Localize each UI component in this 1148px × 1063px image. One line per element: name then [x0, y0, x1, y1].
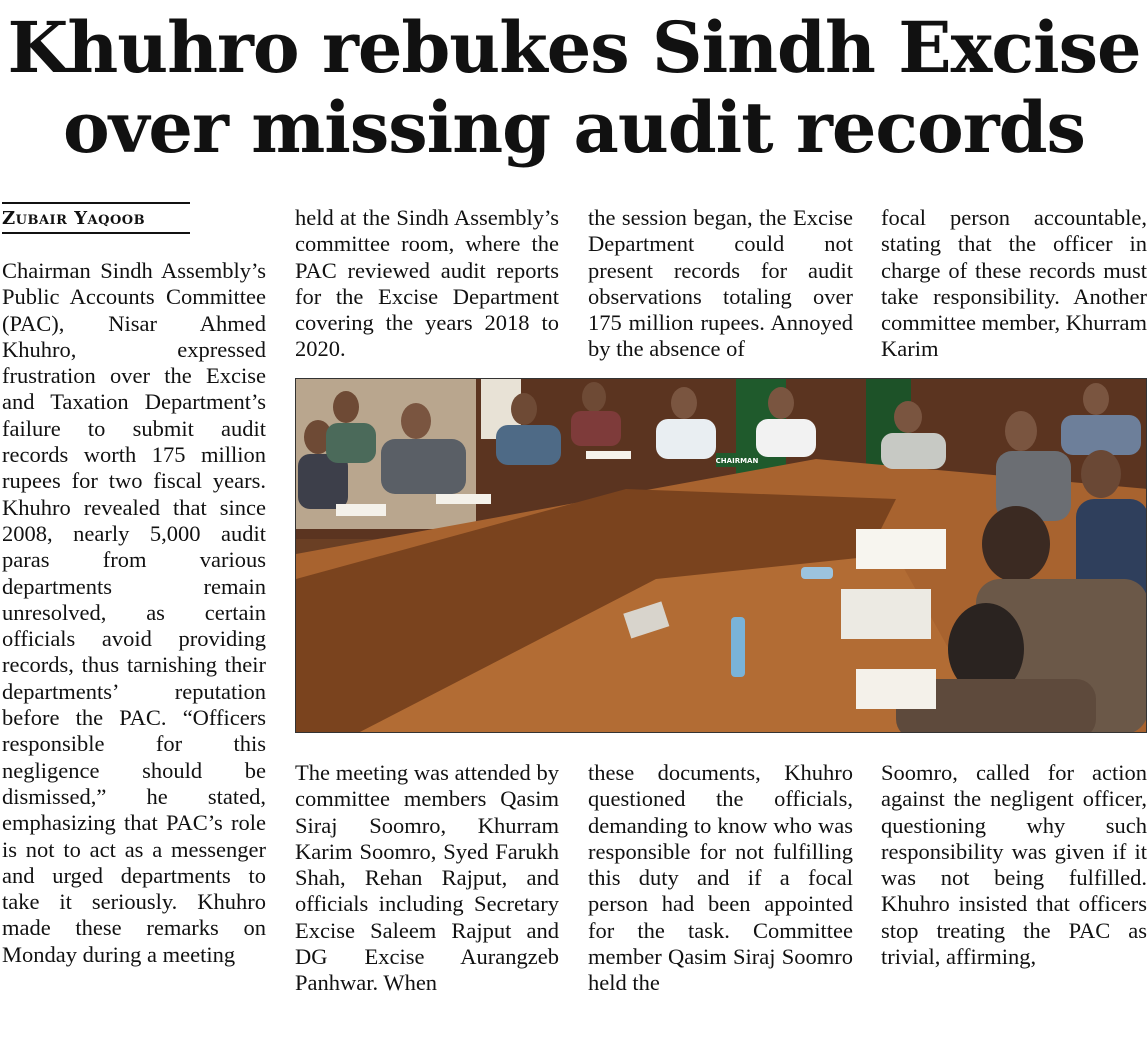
byline: Zubair Yaqoob [2, 208, 146, 229]
article-column-1: Chairman Sindh Assembly’s Public Accounts Committee (PAC), Nisar Ahmed Khuhro, expressed frustration over the Excise and Taxation Department’s failure to submit audit records worth 175 million rupees for two fiscal years. Khuhro revealed that since 2008, nearly 5,000 audit paras from various departments remain unresolved, as certain officials avoid providing records, thus tarnishing their departments’ reputation before the PAC. “Officers responsible for this negligence should be dismissed,” he stated, emphasizing that PAC’s role is not to act as a messenger and urged departments to take it seriously. Khuhro made these remarks on Monday during a meeting [2, 258, 266, 967]
article-column-3-top: the session began, the Excise Department could not present records for audit observations totaling over 175 million rupees. Annoyed by the absence of [588, 205, 853, 362]
headline-line-2: over missing audit records [63, 86, 1085, 169]
headline [0, 8, 1148, 168]
article-column-2-bottom: The meeting was attended by committee members Qasim Siraj Soomro, Khurram Karim Soomro, Syed Farukh Shah, Rehan Rajput, and officials including Secretary Excise Saleem Rajput and DG Excise Aurangzeb Panhwar. When [295, 760, 559, 996]
photo-name-plate-text: CHAIRMAN [715, 457, 759, 465]
byline-block [2, 202, 190, 234]
article-column-4-bottom: Soomro, called for action against the negligent officer, questioning why such responsibility was given if it was not being fulfilled. Khuhro insisted that officers stop treating the PAC as trivial, affirming, [881, 760, 1147, 970]
byline-bottom-rule [2, 232, 190, 234]
meeting-photo-illustration [296, 379, 1147, 733]
article-column-3-bottom: these documents, Khuhro questioned the officials, demanding to know who was responsible for not fulfilling this duty and if a focal person had been appointed for the task. Committee member Qasim Siraj Soomro held the [588, 760, 853, 996]
headline-line-1: Khuhro rebukes Sindh Excise [7, 6, 1141, 89]
article-column-2-top: held at the Sindh Assembly’s committee room, where the PAC reviewed audit reports for the Excise Department covering the years 2018 to 2020. [295, 205, 559, 362]
article-column-4-top: focal person accountable, stating that the officer in charge of these records must take responsibility. Another committee member, Khurram Karim [881, 205, 1147, 362]
meeting-photo [295, 378, 1147, 733]
